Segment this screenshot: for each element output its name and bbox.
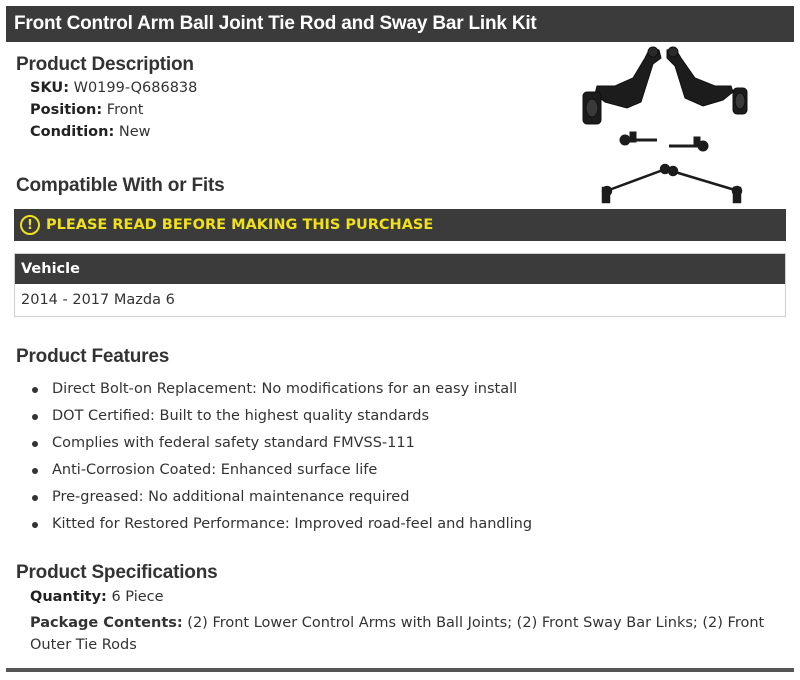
quantity-value: 6 Piece bbox=[111, 589, 164, 605]
feature-item: DOT Certified: Built to the highest quality standards bbox=[30, 403, 532, 430]
notice-text: PLEASE READ BEFORE MAKING THIS PURCHASE bbox=[46, 217, 434, 233]
bottom-divider bbox=[6, 668, 794, 672]
position-label: Position: bbox=[30, 102, 103, 118]
package-contents-row bbox=[30, 612, 790, 656]
package-value: (2) Front Lower Control Arms with Ball Joints; (2) Front Sway Bar Links; (2) Front Outer Tie Rods bbox=[30, 615, 765, 653]
vehicle-table bbox=[14, 253, 786, 317]
condition-label: Condition: bbox=[30, 124, 115, 140]
feature-item: Anti-Corrosion Coated: Enhanced surface life bbox=[30, 457, 532, 484]
feature-item: Direct Bolt-on Replacement: No modifications for an easy install bbox=[30, 376, 532, 403]
sku-label: SKU: bbox=[30, 80, 69, 96]
quantity-label: Quantity: bbox=[30, 589, 107, 605]
vehicle-table-header: Vehicle bbox=[15, 254, 785, 284]
position-row bbox=[30, 102, 143, 118]
page-title: Front Control Arm Ball Joint Tie Rod and Sway Bar Link Kit bbox=[6, 6, 794, 42]
product-description-heading: Product Description bbox=[16, 54, 194, 75]
sku-row bbox=[30, 80, 197, 96]
sku-value: W0199-Q686838 bbox=[73, 80, 198, 96]
feature-item: Complies with federal safety standard FMVSS-111 bbox=[30, 430, 532, 457]
condition-value: New bbox=[118, 124, 151, 140]
feature-item: Kitted for Restored Performance: Improved road-feel and handling bbox=[30, 511, 532, 538]
purchase-notice bbox=[14, 209, 786, 241]
feature-item: Pre-greased: No additional maintenance required bbox=[30, 484, 532, 511]
product-features-heading: Product Features bbox=[16, 346, 170, 367]
package-label: Package Contents: bbox=[30, 615, 183, 631]
compatible-heading: Compatible With or Fits bbox=[16, 175, 225, 196]
position-value: Front bbox=[106, 102, 144, 118]
condition-row bbox=[30, 124, 151, 140]
exclamation-circle-icon: ! bbox=[20, 215, 40, 235]
product-image bbox=[575, 42, 750, 207]
vehicle-row: 2014 - 2017 Mazda 6 bbox=[21, 292, 175, 308]
product-specifications-heading: Product Specifications bbox=[16, 562, 218, 583]
features-list bbox=[30, 376, 532, 538]
quantity-row bbox=[30, 589, 164, 605]
